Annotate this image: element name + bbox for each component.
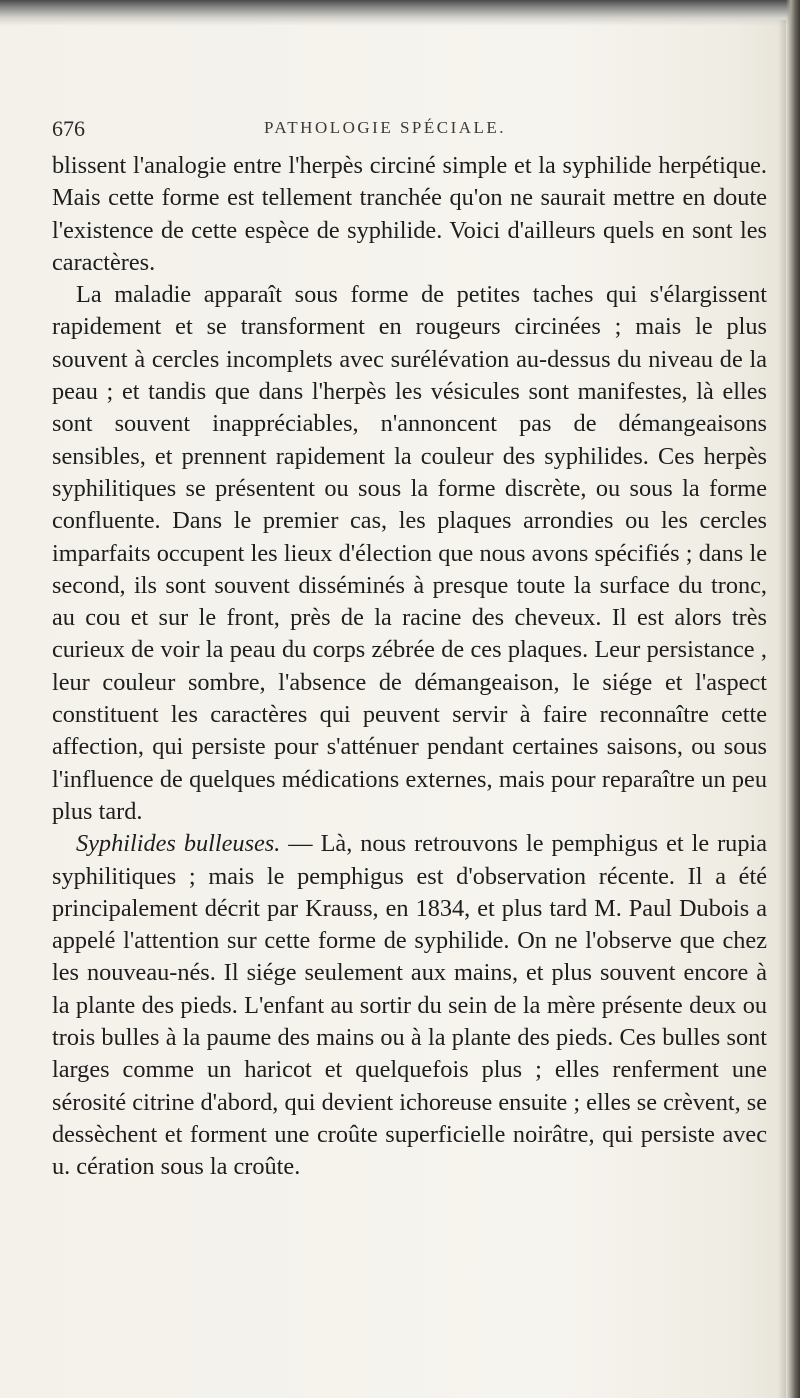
page-number: 676 — [52, 116, 85, 141]
scan-right-edge — [786, 0, 800, 1398]
body-text — [52, 150, 767, 1184]
page-header — [52, 116, 772, 146]
paragraph-section — [52, 828, 767, 1183]
paragraph-text: — Là, nous retrouvons le pemphigus et le rupia syphilitiques ; mais le pemphigus est d'observation récente. Il a été principalement décrit par Krauss, en 1834, et plus tard M. Paul Dubois a appelé l'attention sur cette forme de syphilide. On ne l'observe que chez les nouveau-nés. Il siége seulement aux mains, et plus souvent encore à la plante des pieds. L'enfant au sortir du sein de la mère présente deux ou trois bulles à la paume des mains ou à la plante des pieds. Ces bulles sont larges comme un haricot et quelquefois plus ; elles renferment une sérosité citrine d'abord, qui devient ichoreuse ensuite ; elles se crèvent, se dessèchent et forment une croûte superficielle noirâtre, qui persiste avec u. cération sous la croûte. — [52, 830, 767, 1181]
paragraph-text: La maladie apparaît sous forme de petites taches qui s'élargissent rapidement et se transforment en rougeurs circinées ; mais le plus souvent à cercles incomplets avec surélévation au-dessus du niveau de la peau ; et tandis que dans l'herpès les vésicules sont manifestes, là elles sont souvent inappréciables, n'annoncent pas de démangeaisons sensibles, et prennent rapidement la couleur des syphilides. Ces herpès syphilitiques se présentent ou sous la forme discrète, ou sous la forme confluente. Dans le premier cas, les plaques arrondies ou les cercles imparfaits occupent les lieux d'élection que nous avons spécifiés ; dans le second, ils sont souvent disséminés à presque toute la surface du tronc, au cou et sur le front, près de la racine des cheveux. Il est alors très curieux de voir la peau du corps zébrée de ces plaques. Leur persistance , leur couleur sombre, l'absence de démangeaison, le siége et l'aspect constituent les caractères qui peuvent servir à faire reconnaître cette affection, qui persiste pour s'atténuer pendant certaines saisons, ou sous l'influence de quelques médications externes, mais pour reparaître un peu plus tard. — [52, 281, 767, 825]
paragraph — [52, 279, 767, 828]
paragraph-text: blissent l'analogie entre l'herpès circiné simple et la syphilide herpétique. Mais cette forme est tellement tranchée qu'on ne saurait mettre en doute l'existence de cette espèce de syphilide. Voici d'ailleurs quels en sont les caractères. — [52, 152, 767, 276]
paragraph-continuation — [52, 150, 767, 279]
scan-edge-shading — [778, 20, 786, 1398]
running-title: PATHOLOGIE SPÉCIALE. — [264, 118, 507, 137]
scan-top-shadow — [0, 0, 800, 26]
section-title: Syphilides bulleuses. — [76, 830, 281, 858]
